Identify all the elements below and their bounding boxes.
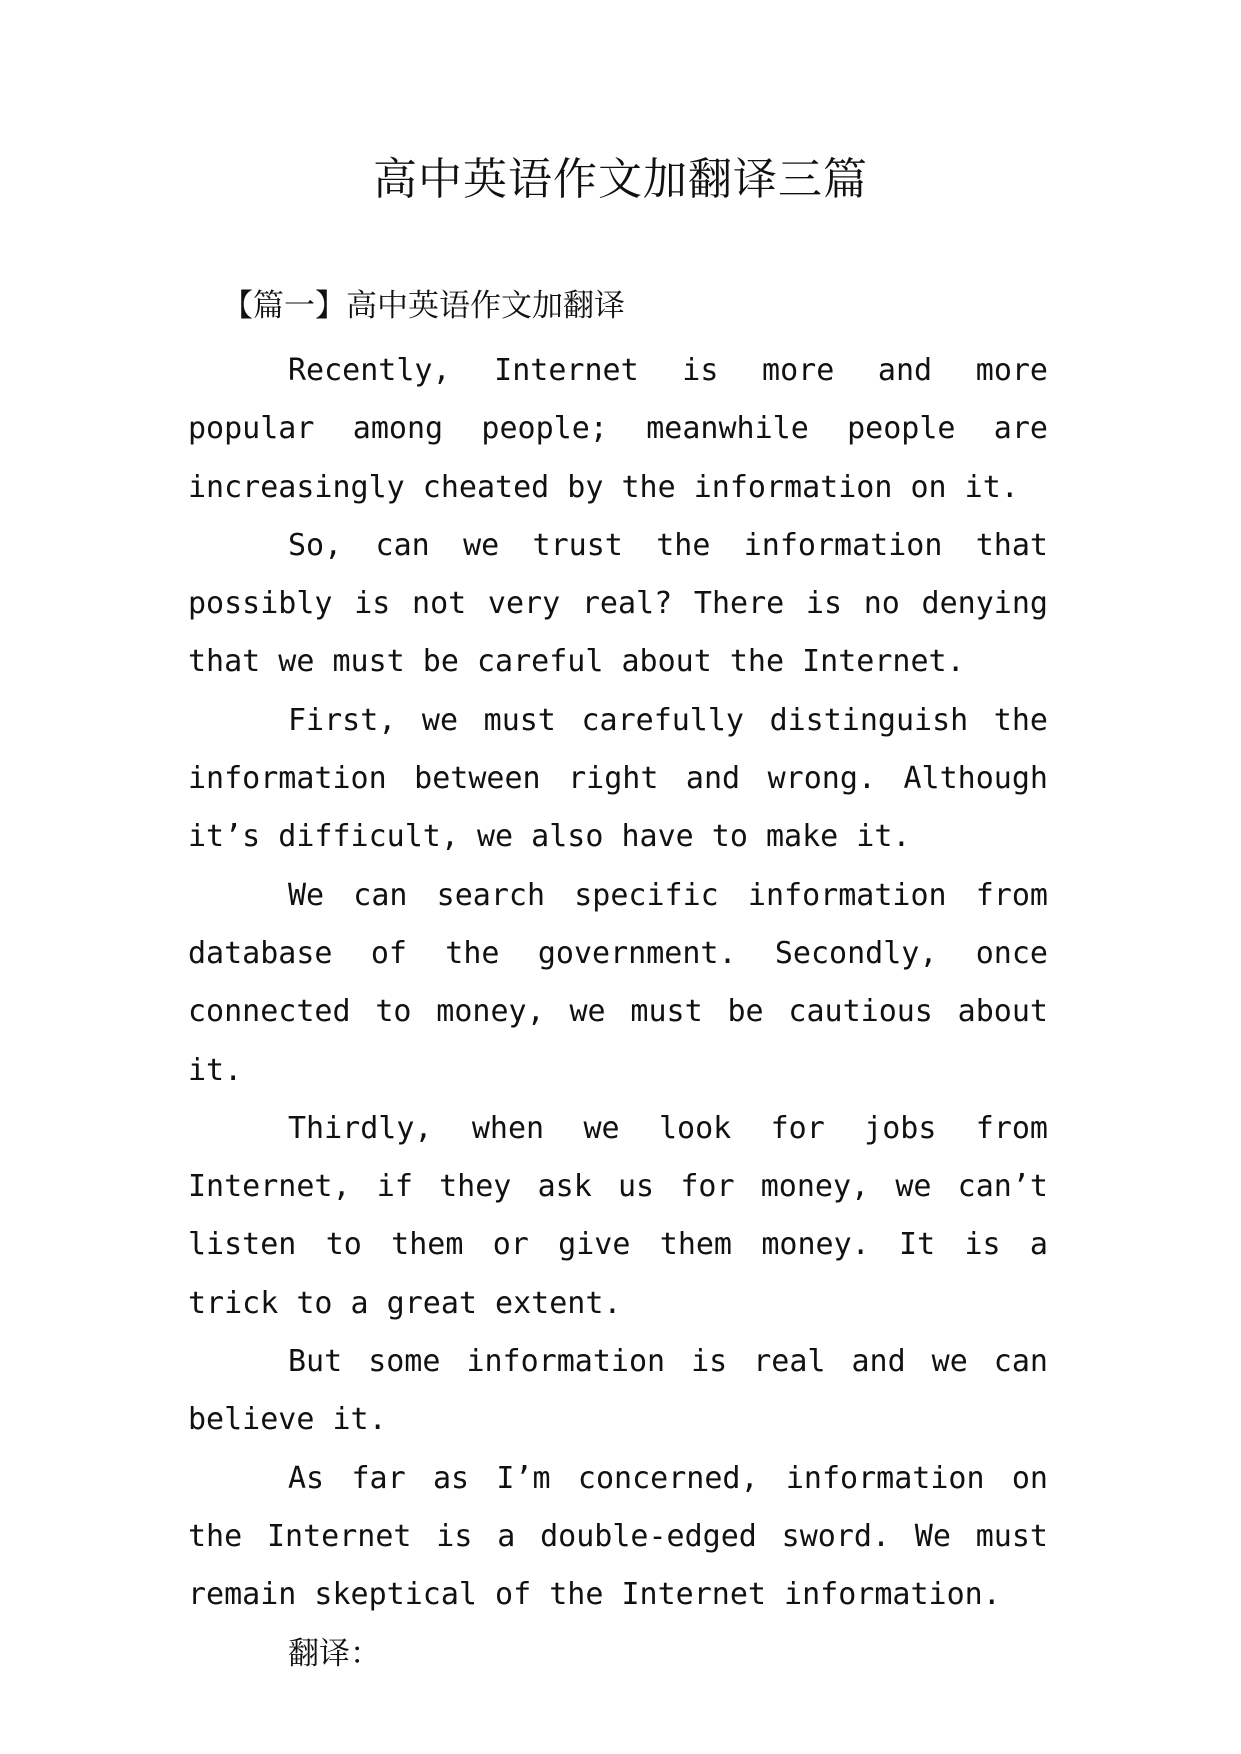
paragraph-2: So, can we trust the information that possibly is not very real? There is no denying that we must be careful about the Internet. bbox=[188, 527, 1048, 680]
paragraph-6: But some information is real and we can believe it. bbox=[188, 1344, 1048, 1438]
paragraph-4: We can search specific information from database of the government. Secondly, once connected to money, we must be cautious about it. bbox=[188, 877, 1048, 1088]
translation-label: 翻译： bbox=[288, 1635, 381, 1672]
paragraph-3: First, we must carefully distinguish the information between right and wrong. Although it’s difficult, we also have to make it. bbox=[188, 702, 1048, 855]
paragraph-7: As far as I’m concerned, information on the Internet is a double-edged sword. We must remain skeptical of the Internet information. bbox=[188, 1460, 1048, 1613]
paragraph-5: Thirdly, when we look for jobs from Internet, if they ask us for money, we can’t listen to them or give them money. It is a trick to a great extent. bbox=[188, 1110, 1048, 1321]
paragraph-1: Recently, Internet is more and more popular among people; meanwhile people are increasingly cheated by the information on it. bbox=[188, 353, 1048, 505]
section-heading: 【篇一】高中英语作文加翻译 bbox=[222, 288, 625, 324]
essay-body bbox=[188, 342, 1048, 1683]
document-title: 高中英语作文加翻译三篇 bbox=[373, 154, 868, 205]
